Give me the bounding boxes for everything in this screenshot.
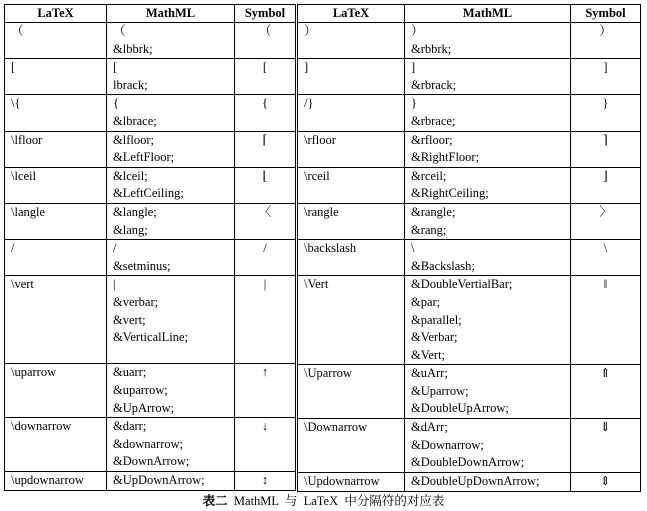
mathml-cell (107, 364, 235, 418)
latex-cell: [ (5, 59, 107, 95)
table-row (5, 23, 296, 59)
mathml-cell (405, 276, 571, 365)
symbol-cell: ⌋ (571, 167, 641, 203)
left-table-body (5, 23, 296, 491)
latex-cell: \Uparrow (298, 365, 405, 419)
mathml-entity: &LeftFloor; (113, 150, 175, 165)
table-row (5, 131, 296, 167)
table-row (298, 95, 641, 131)
mathml-entity: &lfloor; (113, 132, 154, 147)
latex-cell: \backslash (298, 240, 405, 276)
mathml-entity: &Backslash; (411, 258, 475, 273)
mathml-cell (405, 167, 571, 203)
symbol-cell: 〈 (235, 203, 296, 239)
mathml-cell (405, 95, 571, 131)
mathml-entity: &DoubleUpArrow; (411, 401, 509, 416)
symbol-cell: ↑ (235, 364, 296, 418)
mathml-entity: &UpDownArrow; (113, 472, 205, 487)
latex-cell: \{ (5, 95, 107, 131)
mathml-entity: &Uparrow; (411, 383, 469, 398)
mathml-entity: &rbrack; (411, 77, 457, 92)
latex-cell: \lceil (5, 167, 107, 203)
latex-cell: \rceil (298, 167, 405, 203)
delimiter-tables (4, 4, 640, 488)
latex-cell: ） (298, 23, 405, 59)
mathml-entity: （ (113, 24, 126, 38)
mathml-entity: &downarrow; (113, 436, 184, 451)
mathml-entity: \ (411, 241, 415, 256)
mathml-entity: &lang; (113, 222, 148, 237)
table-row (298, 203, 641, 239)
header-latex: LaTeX (298, 5, 405, 23)
header-row (298, 5, 641, 23)
mathml-cell (405, 131, 571, 167)
mathml-entity: ） (411, 24, 424, 38)
table-row (298, 472, 641, 491)
mathml-entity: &rbrace; (411, 113, 456, 128)
mathml-entity: &DoubleVertialBar; (411, 277, 513, 292)
mathml-cell (107, 23, 235, 59)
mathml-entity: &Verbar; (411, 330, 458, 345)
mathml-cell (107, 59, 235, 95)
table-row (5, 418, 296, 472)
mathml-cell (107, 131, 235, 167)
mathml-entity: &darr; (113, 419, 147, 434)
symbol-cell: ↕ (235, 471, 296, 490)
header-symbol: Symbol (235, 5, 296, 23)
mathml-entity: &LeftCeiling; (113, 186, 184, 201)
table-row (298, 365, 641, 419)
mathml-entity: &lceil; (113, 168, 148, 183)
table-row (5, 167, 296, 203)
mathml-entity: &uArr; (411, 366, 448, 381)
caption-label: 表二 (202, 494, 228, 508)
header-mathml: MathML (107, 5, 235, 23)
latex-cell: \Downarrow (298, 419, 405, 473)
mathml-entity: &UpArrow; (113, 400, 175, 415)
mathml-entity: [ (113, 60, 118, 75)
latex-cell: \lfloor (5, 131, 107, 167)
symbol-cell: } (571, 95, 641, 131)
mathml-entity: &dArr; (411, 420, 448, 435)
table-row (298, 240, 641, 276)
latex-cell: \updownarrow (5, 471, 107, 490)
table-row (5, 276, 296, 364)
mathml-entity: &verbar; (113, 294, 159, 309)
mathml-entity: &uparrow; (113, 382, 168, 397)
latex-cell: \vert (5, 276, 107, 364)
symbol-cell: \ (571, 240, 641, 276)
mathml-entity: ] (411, 60, 416, 75)
caption-text: MathML 与 LaTeX 中分隔符的对应表 (233, 494, 445, 508)
table-caption (0, 491, 647, 509)
mathml-entity: | (113, 277, 116, 292)
latex-cell: ] (298, 59, 405, 95)
mathml-entity: &DoubleDownArrow; (411, 455, 525, 470)
table-row (298, 167, 641, 203)
mathml-entity: { (113, 96, 119, 111)
mathml-entity: &DownArrow; (113, 454, 190, 469)
mathml-entity: &RightFloor; (411, 150, 480, 165)
mathml-entity: &par; (411, 294, 441, 309)
symbol-cell: / (235, 240, 296, 276)
mathml-cell (107, 471, 235, 490)
mathml-entity: &vert; (113, 312, 146, 327)
symbol-cell: ⌉ (571, 131, 641, 167)
mathml-entity: &Downarrow; (411, 437, 484, 452)
mathml-cell (107, 95, 235, 131)
symbol-cell: { (235, 95, 296, 131)
mathml-cell (107, 418, 235, 472)
header-row (5, 5, 296, 23)
mathml-cell (405, 365, 571, 419)
table-row (5, 364, 296, 418)
table-row (5, 471, 296, 490)
table-row (298, 59, 641, 95)
mathml-cell (107, 276, 235, 364)
left-delimiter-table (4, 4, 296, 491)
mathml-entity: / (113, 241, 117, 256)
symbol-cell: 〉 (571, 203, 641, 239)
symbol-cell: ⌊ (235, 167, 296, 203)
symbol-cell: ] (571, 59, 641, 95)
mathml-entity: &rangle; (411, 204, 456, 219)
mathml-entity: } (411, 96, 417, 111)
latex-cell: \Vert (298, 276, 405, 365)
mathml-entity: lbrack; (113, 77, 148, 92)
mathml-entity: &RightCeiling; (411, 186, 489, 201)
mathml-entity: &rbbrk; (411, 41, 452, 56)
table-row (298, 131, 641, 167)
mathml-entity: &lbrace; (113, 113, 157, 128)
table-row (298, 23, 641, 59)
mathml-entity: &setminus; (113, 258, 171, 273)
symbol-cell: ） (571, 23, 641, 59)
table-row (5, 59, 296, 95)
header-latex: LaTeX (5, 5, 107, 23)
mathml-cell (405, 203, 571, 239)
symbol-cell: ⇓ (571, 419, 641, 473)
latex-cell: \rangle (298, 203, 405, 239)
mathml-cell (107, 203, 235, 239)
right-delimiter-table (297, 4, 641, 492)
symbol-cell: ⌈ (235, 131, 296, 167)
latex-cell: \uparrow (5, 364, 107, 418)
mathml-cell (405, 472, 571, 491)
mathml-entity: &DoubleUpDownArrow; (411, 473, 540, 488)
symbol-cell: ↓ (235, 418, 296, 472)
latex-cell: / (5, 240, 107, 276)
mathml-entity: &VerticalLine; (113, 330, 188, 345)
table-row (5, 240, 296, 276)
latex-cell: \langle (5, 203, 107, 239)
table-row (5, 95, 296, 131)
mathml-entity: &rfloor; (411, 132, 453, 147)
mathml-cell (107, 240, 235, 276)
right-table-body (298, 23, 641, 492)
mathml-entity: &rang; (411, 222, 447, 237)
latex-cell: \downarrow (5, 418, 107, 472)
symbol-cell: ⇕ (571, 472, 641, 491)
symbol-cell: ‖ (571, 276, 641, 365)
header-mathml: MathML (405, 5, 571, 23)
symbol-cell: | (235, 276, 296, 364)
latex-cell: \rfloor (298, 131, 405, 167)
latex-cell: /} (298, 95, 405, 131)
mathml-cell (405, 419, 571, 473)
table-row (298, 419, 641, 473)
latex-cell: （ (5, 23, 107, 59)
mathml-entity: &Vert; (411, 347, 446, 362)
mathml-cell (107, 167, 235, 203)
mathml-cell (405, 59, 571, 95)
mathml-cell (405, 23, 571, 59)
latex-cell: \Updownarrow (298, 472, 405, 491)
symbol-cell: [ (235, 59, 296, 95)
mathml-entity: &langle; (113, 204, 157, 219)
mathml-entity: &parallel; (411, 312, 462, 327)
mathml-cell (405, 240, 571, 276)
mathml-entity: &rceil; (411, 168, 447, 183)
table-row (5, 203, 296, 239)
mathml-entity: &lbbrk; (113, 41, 153, 56)
mathml-entity: &uarr; (113, 365, 147, 380)
symbol-cell: （ (235, 23, 296, 59)
table-row (298, 276, 641, 365)
symbol-cell: ⇑ (571, 365, 641, 419)
header-symbol: Symbol (571, 5, 641, 23)
